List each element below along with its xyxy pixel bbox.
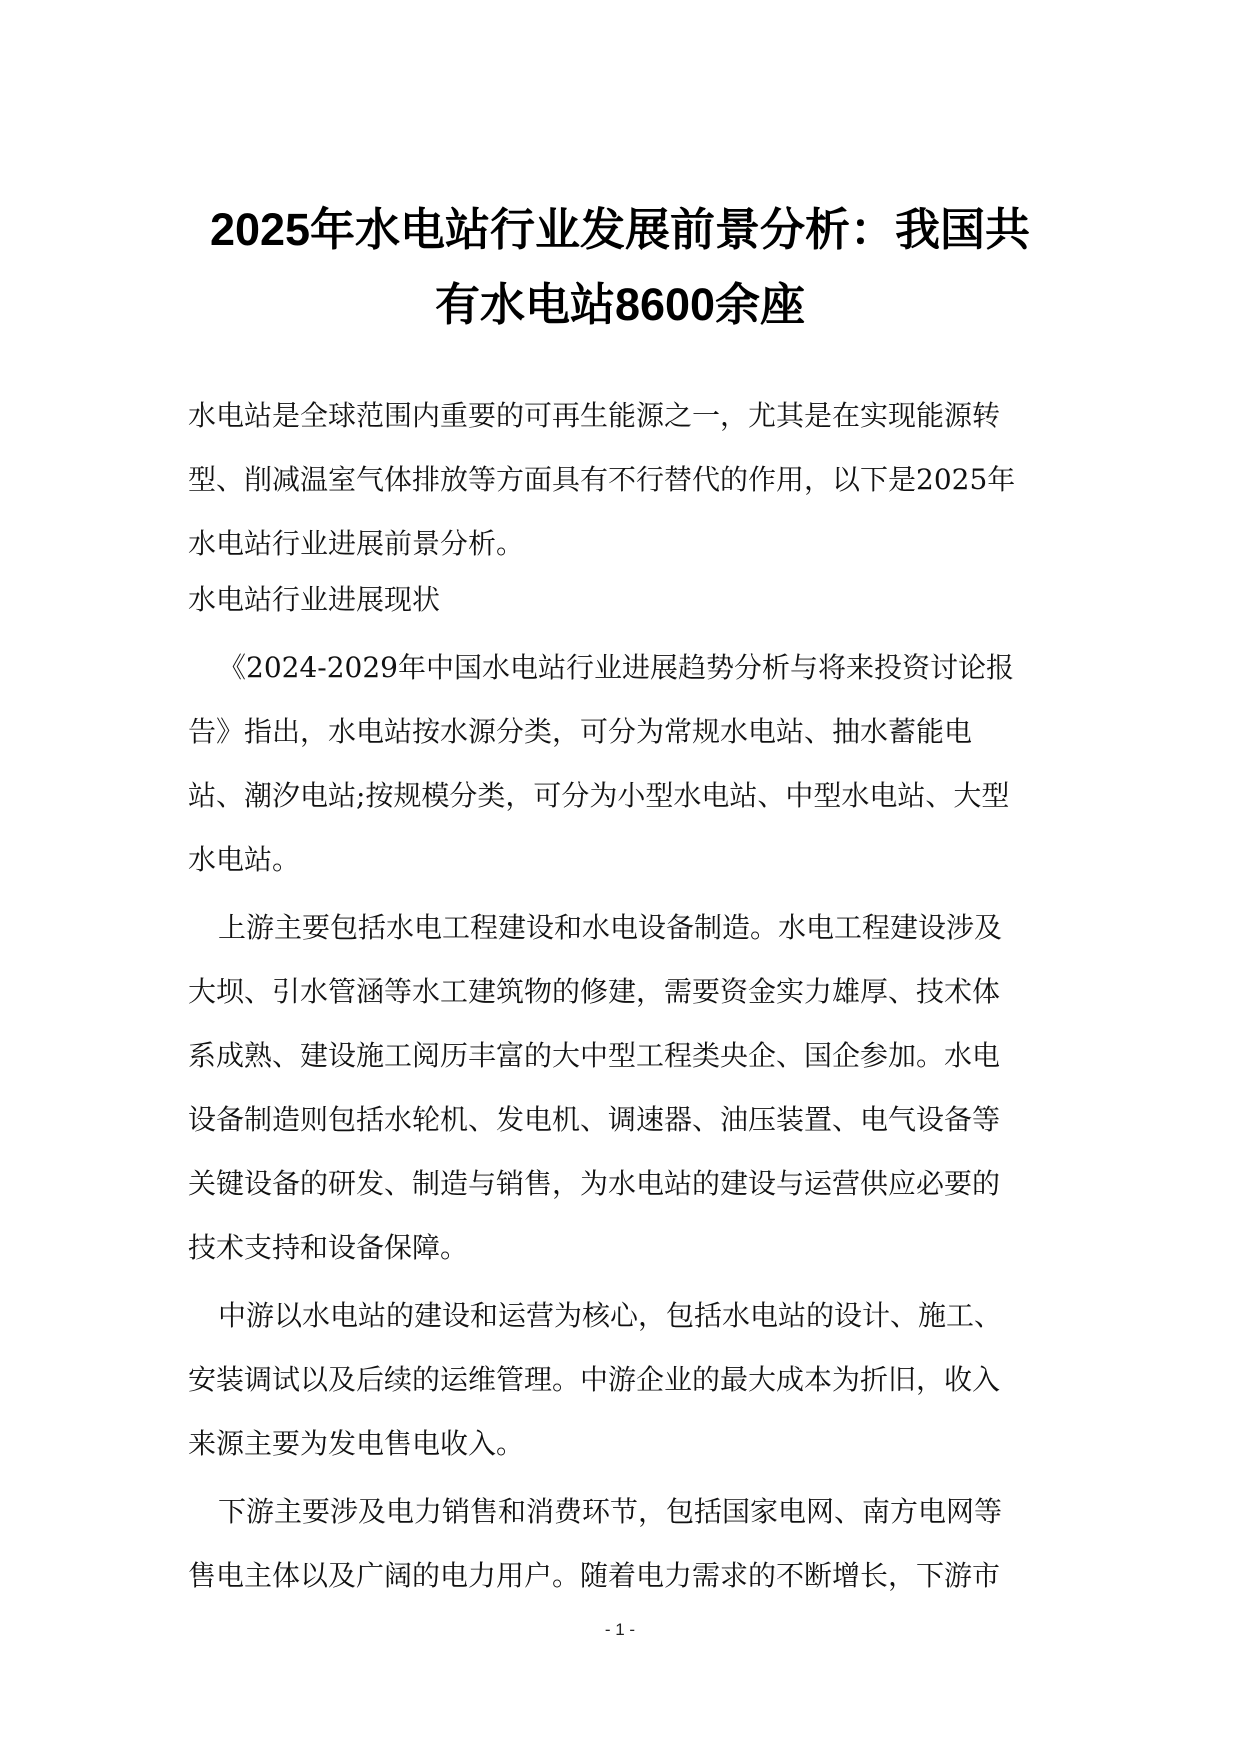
paragraph-classification — [188, 636, 1054, 892]
paragraph-downstream — [188, 1480, 1054, 1608]
text-line: 《2024-2029年中国水电站行业进展趋势分析与将来投资讨论报 — [218, 651, 1014, 684]
document-title — [150, 192, 1090, 342]
title-line-2: 有水电站8600余座 — [434, 279, 806, 330]
text-line: 技术支持和设备保障。 — [188, 1231, 469, 1264]
document-body — [188, 384, 1054, 1608]
text-line: 售电主体以及广阔的电力用户。随着电力需求的不断增长，下游市 — [188, 1559, 1001, 1592]
text-line: 型、削减温室气体排放等方面具有不行替代的作用，以下是2025年 — [188, 463, 1016, 496]
text-line: 上游主要包括水电工程建设和水电设备制造。水电工程建设涉及 — [218, 911, 1003, 944]
text-line: 安装调试以及后续的运维管理。中游企业的最大成本为折旧，收入 — [188, 1363, 1001, 1396]
text-line: 水电站是全球范围内重要的可再生能源之一，尤其是在实现能源转 — [188, 399, 1001, 432]
section-heading-text: 水电站行业进展现状 — [188, 583, 441, 616]
text-line: 中游以水电站的建设和运营为核心，包括水电站的设计、施工、 — [218, 1299, 1003, 1332]
title-line-1: 2025年水电站行业发展前景分析：我国共 — [209, 204, 1031, 255]
text-line: 来源主要为发电售电收入。 — [188, 1427, 525, 1460]
text-line: 设备制造则包括水轮机、发电机、调速器、油压装置、电气设备等 — [188, 1103, 1001, 1136]
text-line: 水电站。 — [188, 843, 301, 876]
section-heading — [188, 568, 1054, 632]
text-line: 关键设备的研发、制造与销售，为水电站的建设与运营供应必要的 — [188, 1167, 1001, 1200]
page-number: - 1 - — [604, 1620, 636, 1639]
text-line: 系成熟、建设施工阅历丰富的大中型工程类央企、国企参加。水电 — [188, 1039, 1001, 1072]
text-line: 水电站行业进展前景分析。 — [188, 527, 525, 560]
paragraph-midstream — [188, 1284, 1054, 1476]
text-line: 下游主要涉及电力销售和消费环节，包括国家电网、南方电网等 — [218, 1495, 1003, 1528]
text-line: 告》指出，水电站按水源分类，可分为常规水电站、抽水蓄能电 — [188, 715, 973, 748]
paragraph-upstream — [188, 896, 1054, 1280]
text-line: 站、潮汐电站;按规模分类，可分为小型水电站、中型水电站、大型 — [188, 779, 1010, 812]
paragraph-intro — [188, 384, 1054, 576]
text-line: 大坝、引水管涵等水工建筑物的修建，需要资金实力雄厚、技术体 — [188, 975, 1001, 1008]
